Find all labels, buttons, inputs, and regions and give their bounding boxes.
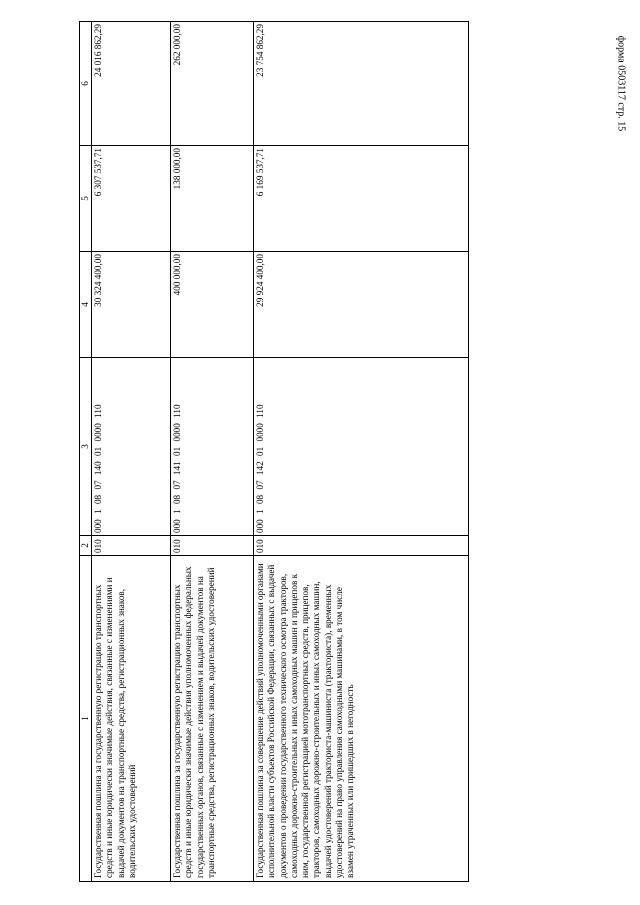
line-code: 010: [171, 536, 254, 556]
column-header: 5: [80, 146, 92, 252]
income-name: Государственная пошлина за совершение действий уполномоченными органами исполнительной власти субъектов Российской Федерации, связанных с выдачей документов о проведении государственного технического осмотра тракторов, самоходных дорожно-строительных и иных самоходных машин и прицепов к ним, государственной регистрацией мототранспортных средств, прицепов, тракторов, самоходных дорожно-строительных и иных самоходных машин, выдачей удостоверений тракториста-машиниста (тракториста), временных удостоверений на право управления самоходными машинами, в том числе взамен утраченных или пришедших в негодность: [254, 556, 469, 882]
income-name: Государственная пошлина за государственную регистрацию транспортных средств и иные юридически значимые действия уполномоченных федеральных государственных органов, связанные с изменением и выдачей документов на транспортные средства, регистрационных знаков, водительских удостоверений: [171, 556, 254, 882]
income-name: Государственная пошлина за государственную регистрацию транспортных средств и иные юридически значимые действия, связанные с изменениями и выдачей документов на транспортные средства, регистрационных знаков, водительских удостоверений: [92, 556, 171, 882]
income-classification-code: 000 1 08 07 141 01 0000 110: [171, 358, 254, 536]
form-header: [606, 18, 636, 148]
table-row: [92, 22, 171, 882]
unexecuted-amount: 23 754 862,29: [254, 22, 469, 146]
table-row: [254, 22, 469, 882]
column-header: 6: [80, 22, 92, 146]
table-header-row: [80, 22, 92, 882]
report-table-rotated: [79, 22, 469, 882]
approved-amount: 29 924 400,00: [254, 252, 469, 358]
column-header: 2: [80, 536, 92, 556]
unexecuted-amount: 24 016 862,29: [92, 22, 171, 146]
table-row: [171, 22, 254, 882]
executed-amount: 6 307 537,71: [92, 146, 171, 252]
column-header: 4: [80, 252, 92, 358]
column-header: 1: [80, 556, 92, 882]
approved-amount: 30 324 400,00: [92, 252, 171, 358]
executed-amount: 138 000,00: [171, 146, 254, 252]
report-table-wrapper: [79, 22, 469, 882]
line-code: 010: [92, 536, 171, 556]
executed-amount: 6 169 537,71: [254, 146, 469, 252]
income-classification-code: 000 1 08 07 140 01 0000 110: [92, 358, 171, 536]
income-classification-code: 000 1 08 07 142 01 0000 110: [254, 358, 469, 536]
column-header: 3: [80, 358, 92, 536]
form-label: форма 0503117 стр. 15: [615, 35, 627, 131]
approved-amount: 400 000,00: [171, 252, 254, 358]
unexecuted-amount: 262 000,00: [171, 22, 254, 146]
line-code: 010: [254, 536, 469, 556]
report-table: [79, 21, 469, 882]
